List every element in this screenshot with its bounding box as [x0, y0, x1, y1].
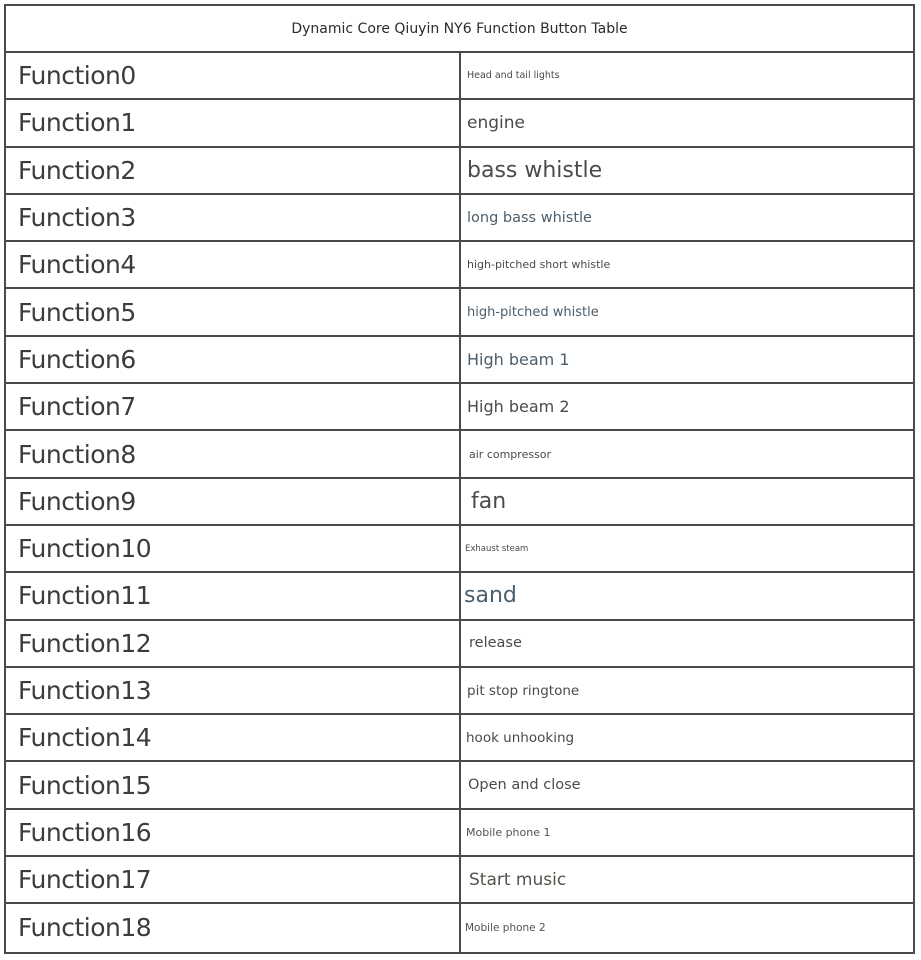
function-button-table: [4, 4, 915, 954]
function-cell: Function13: [6, 668, 461, 713]
action-cell: high-pitched whistle: [467, 304, 599, 320]
table-row: [6, 479, 913, 526]
table-row: [6, 337, 913, 384]
table-row: [6, 195, 913, 242]
table-row: [6, 857, 913, 904]
table-row: [6, 53, 913, 100]
action-cell: hook unhooking: [466, 729, 575, 746]
function-cell: Function12: [6, 621, 461, 666]
function-cell: Function6: [6, 337, 461, 382]
function-cell: Function1: [6, 100, 461, 145]
function-cell: Function0: [6, 53, 461, 98]
function-cell: Function17: [6, 857, 461, 902]
function-cell: Function7: [6, 384, 461, 429]
table-row: [6, 384, 913, 431]
table-row: [6, 904, 913, 951]
function-cell: Function16: [6, 810, 461, 855]
table-row: [6, 526, 913, 573]
table-row: [6, 148, 913, 195]
action-cell: Start music: [469, 869, 567, 890]
function-cell: Function2: [6, 148, 461, 193]
action-cell: long bass whistle: [467, 209, 592, 226]
action-cell: High beam 2: [467, 397, 570, 417]
function-cell: Function18: [6, 904, 461, 951]
table-row: [6, 289, 913, 336]
table-row: [6, 242, 913, 289]
table-row: [6, 668, 913, 715]
action-cell: air compressor: [469, 447, 552, 461]
action-cell: sand: [464, 583, 517, 609]
action-cell: high-pitched short whistle: [467, 258, 611, 272]
table-row: [6, 762, 913, 809]
table-row: [6, 100, 913, 147]
function-cell: Function9: [6, 479, 461, 524]
function-cell: Function8: [6, 431, 461, 476]
function-cell: Function3: [6, 195, 461, 240]
function-cell: Function10: [6, 526, 461, 571]
function-cell: Function14: [6, 715, 461, 760]
action-cell: Mobile phone 2: [465, 921, 546, 934]
action-cell: Exhaust steam: [465, 543, 529, 554]
table-row: [6, 621, 913, 668]
function-cell: Function11: [6, 573, 461, 618]
action-cell: Head and tail lights: [467, 70, 560, 82]
action-cell: High beam 1: [467, 349, 570, 369]
action-cell: release: [469, 635, 522, 652]
function-cell: Function4: [6, 242, 461, 287]
table-row: [6, 431, 913, 478]
table-row: [6, 810, 913, 857]
action-cell: bass whistle: [467, 157, 603, 183]
table-row: [6, 573, 913, 620]
function-cell: Function5: [6, 289, 461, 334]
action-cell: engine: [467, 112, 525, 133]
table-row: [6, 715, 913, 762]
action-cell: Mobile phone 1: [466, 825, 551, 839]
action-cell: fan: [471, 488, 507, 514]
action-cell: pit stop ringtone: [467, 682, 580, 699]
function-cell: Function15: [6, 762, 461, 807]
action-cell: Open and close: [468, 777, 581, 794]
table-title: Dynamic Core Qiuyin NY6 Function Button Table: [6, 6, 913, 53]
